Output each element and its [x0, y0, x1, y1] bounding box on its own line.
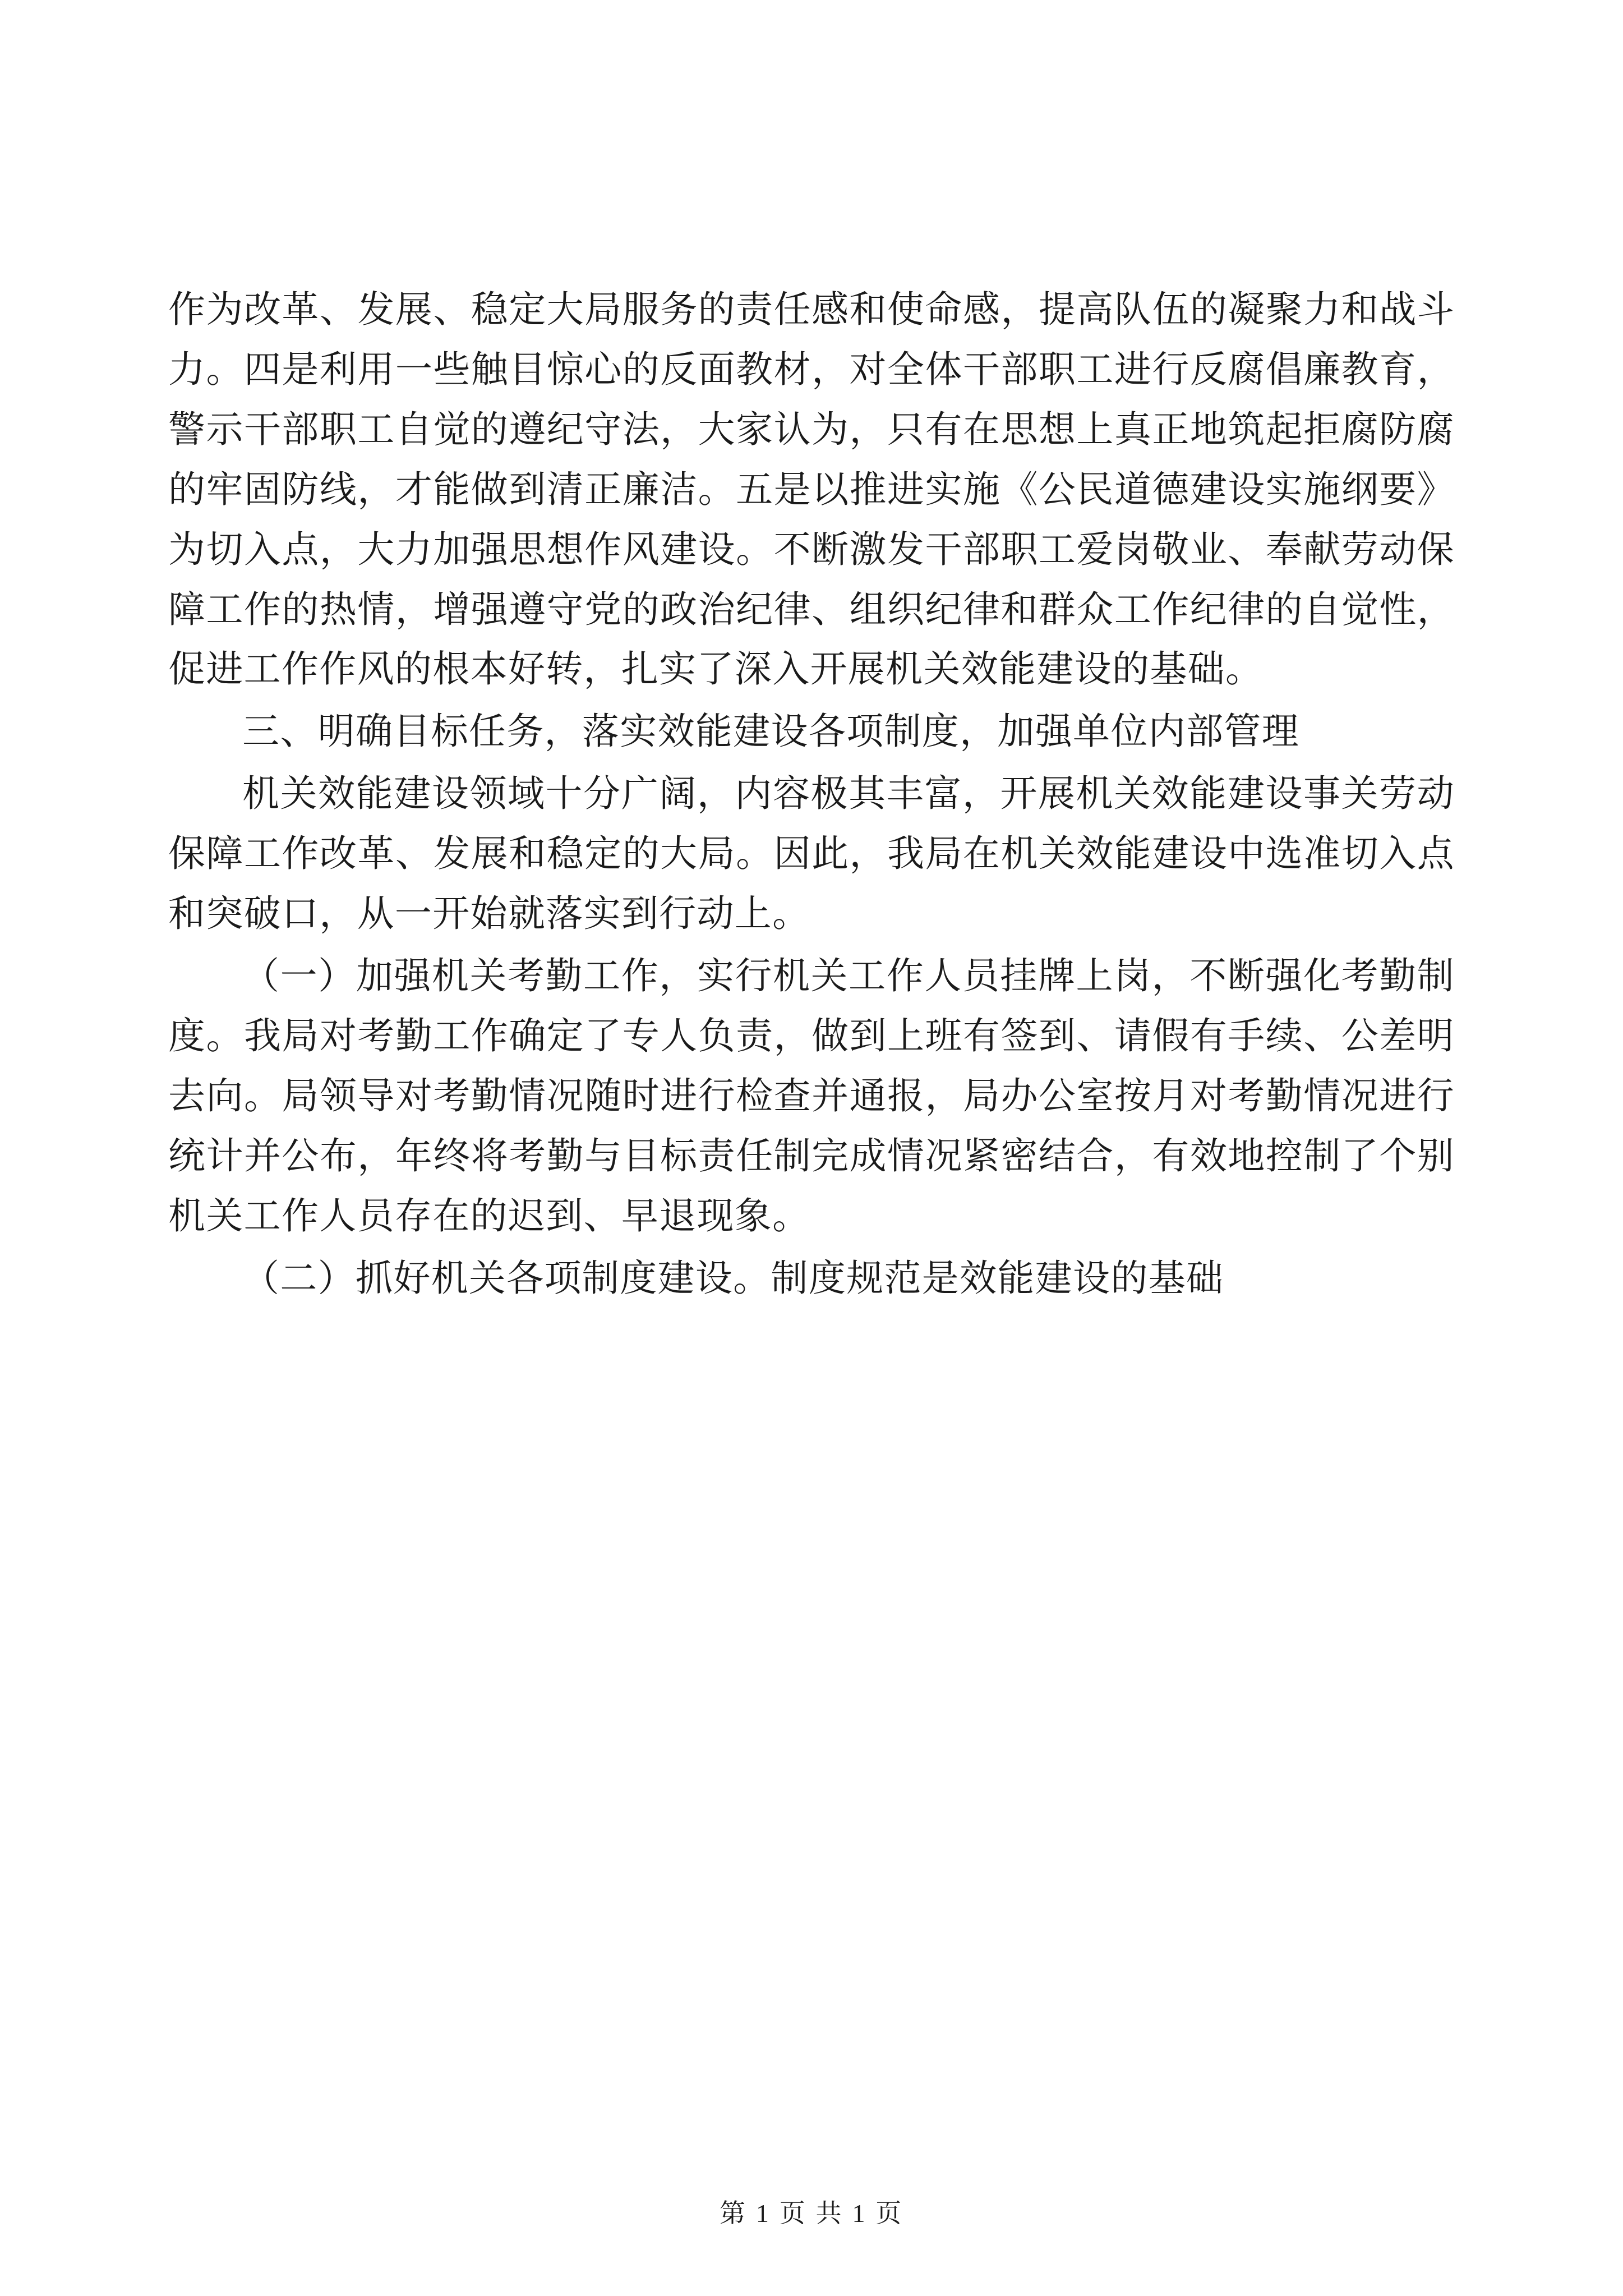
document-body — [168, 280, 1455, 1309]
paragraph: 作为改革、发展、稳定大局服务的责任感和使命感，提高队伍的凝聚力和战斗力。四是利用一些触目惊心的反面教材，对全体干部职工进行反腐倡廉教育，警示干部职工自觉的遵纪守法，大家认为，只有在思想上真正地筑起拒腐防腐的牢固防线，才能做到清正廉洁。五是以推进实施《公民道德建设实施纲要》为切入点，大力加强思想作风建设。不断激发干部职工爱岗敬业、奉献劳动保障工作的热情，增强遵守党的政治纪律、组织纪律和群众工作纪律的自觉性，促进工作作风的根本好转，扎实了深入开展机关效能建设的基础。 — [168, 289, 1455, 691]
paragraph: 机关效能建设领域十分广阔，内容极其丰富，开展机关效能建设事关劳动保障工作改革、发展和稳定的大局。因此，我局在机关效能建设中选准切入点和突破口，从一开始就落实到行动上。 — [168, 774, 1455, 935]
paragraph: （二）抓好机关各项制度建设。制度规范是效能建设的基础 — [242, 1258, 1224, 1299]
paragraph-heading-section-three: 三、明确目标任务，落实效能建设各项制度，加强单位内部管理 — [242, 711, 1299, 753]
page-footer: 第 1 页 共 1 页 — [720, 2199, 903, 2228]
paragraph: （一）加强机关考勤工作，实行机关工作人员挂牌上岗，不断强化考勤制度。我局对考勤工作确定了专人负责，做到上班有签到、请假有手续、公差明去向。局领导对考勤情况随时进行检查并通报，局办公室按月对考勤情况进行统计并公布，年终将考勤与目标责任制完成情况紧密结合，有效地控制了个别机关工作人员存在的迟到、早退现象。 — [168, 955, 1455, 1237]
